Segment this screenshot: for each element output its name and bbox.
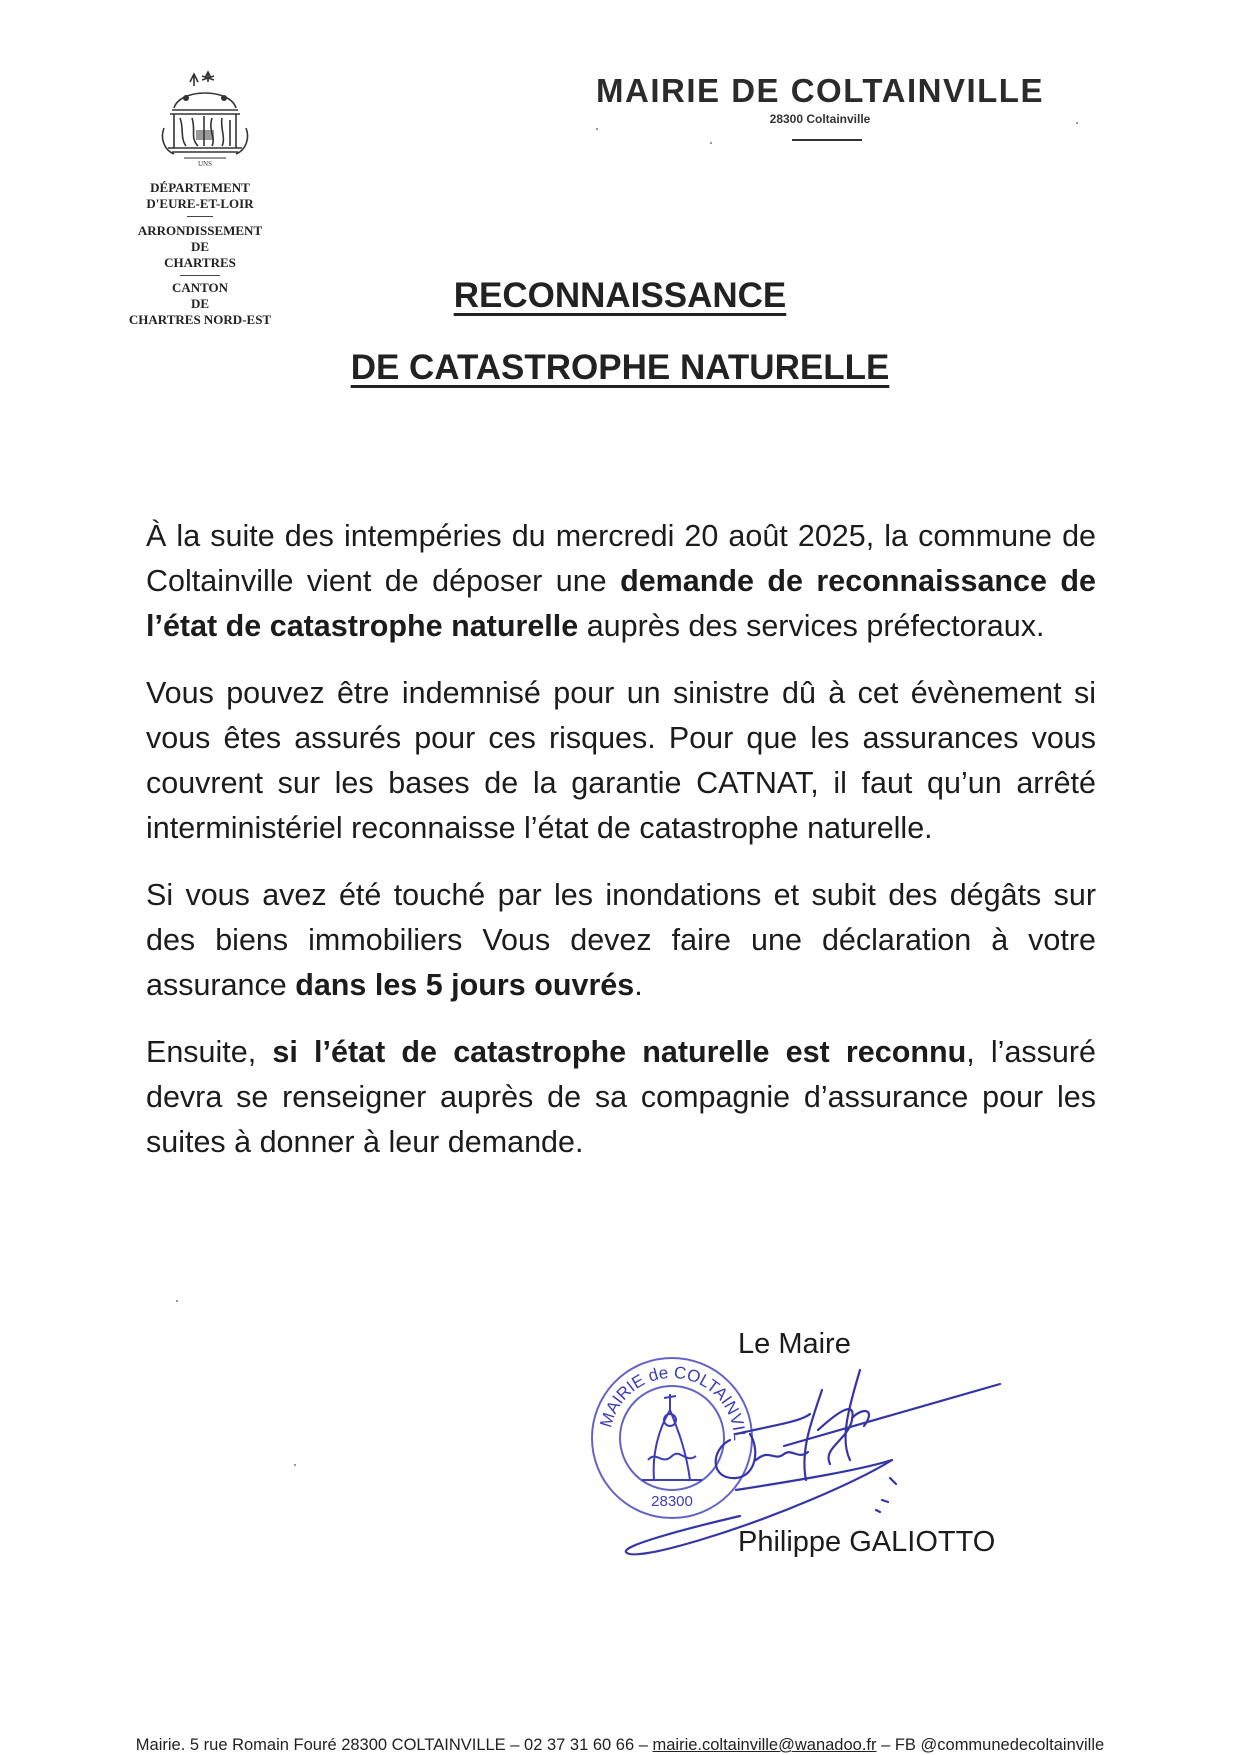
- arrondissement-line1: ARRONDISSEMENT: [137, 223, 263, 238]
- department-line1: DÉPARTEMENT: [150, 180, 250, 195]
- department-line2: D'EURE-ET-LOIR: [146, 196, 254, 211]
- scan-speck: [176, 1300, 178, 1302]
- paragraph-1-text-a: À la suite des intempéries du mercredi 20 août 2025, la commune de Coltainville vient de déposer une: [146, 519, 1096, 598]
- page-title-line2: DE CATASTROPHE NATURELLE: [350, 348, 890, 387]
- paragraph-4: [146, 1030, 1096, 1165]
- paragraph-1: [146, 514, 1096, 649]
- footer-email-link[interactable]: mairie.coltainville@wanadoo.fr: [652, 1736, 877, 1754]
- coat-of-arms-icon: [150, 68, 260, 168]
- svg-text:UNS: UNS: [197, 160, 213, 168]
- mayor-name: Philippe GALIOTTO: [738, 1526, 996, 1558]
- scan-speck: [710, 142, 712, 144]
- mayor-label: Le Maire: [738, 1328, 851, 1360]
- footer: [0, 1736, 1240, 1755]
- paragraph-1-text-c: auprès des services préfectoraux.: [578, 609, 1045, 643]
- scan-speck: [294, 1464, 296, 1466]
- paragraph-2: Vous pouvez être indemnisé pour un sinistre dû à cet évènement si vous êtes assurés pour ces risques. Pour que les assurances vous couvrent sur les bases de la garantie CATNAT, il faut qu’un arrêté interministériel reconnaisse l’état de catastrophe naturelle.: [146, 676, 1096, 845]
- header-rule: [792, 139, 862, 141]
- scan-speck: [596, 128, 598, 130]
- canton-line2: DE: [190, 296, 210, 311]
- paragraph-4-bold: si l’état de catastrophe naturelle est reconnu: [272, 1035, 967, 1069]
- footer-address: Mairie. 5 rue Romain Fouré 28300 COLTAINVILLE – 02 37 31 60 66 –: [135, 1736, 653, 1754]
- seal-code: 28300: [651, 1493, 693, 1510]
- seal-text: MAIRIE de COLTAINVIL: [596, 1362, 750, 1442]
- footer-social: – FB @communedecoltainville: [876, 1736, 1105, 1754]
- mairie-postal: 28300 Coltainville: [769, 112, 871, 126]
- divider: [187, 216, 213, 217]
- paragraph-3-text-a: Si vous avez été touché par les inondations et subit des dégâts sur des biens immobiliers Vous devez faire une déclaration à votre assurance: [146, 878, 1096, 1002]
- arrondissement-line3: CHARTRES: [164, 255, 236, 270]
- paragraph-3: [146, 873, 1096, 1008]
- divider: [180, 275, 220, 276]
- department-block: [100, 180, 300, 328]
- paragraph-4-text-a: Ensuite,: [146, 1035, 273, 1069]
- arrondissement-line2: DE: [190, 239, 210, 254]
- mairie-title: MAIRIE DE COLTAINVILLE: [596, 72, 1044, 109]
- page-title-line1: RECONNAISSANCE: [453, 276, 787, 315]
- canton-line3: CHARTRES NORD-EST: [128, 312, 272, 327]
- paragraph-1-bold: demande de reconnaissance de l’état de catastrophe naturelle: [146, 564, 1097, 643]
- scan-speck: [1076, 122, 1078, 124]
- paragraph-3-bold: dans les 5 jours ouvrés: [295, 968, 635, 1002]
- body-text: [146, 514, 1096, 1187]
- paragraph-4-text-c: , l’assuré devra se renseigner auprès de sa compagnie d’assurance pour les suites à donner à leur demande.: [146, 1035, 1096, 1159]
- canton-line1: CANTON: [171, 280, 229, 295]
- paragraph-3-text-c: .: [634, 968, 643, 1002]
